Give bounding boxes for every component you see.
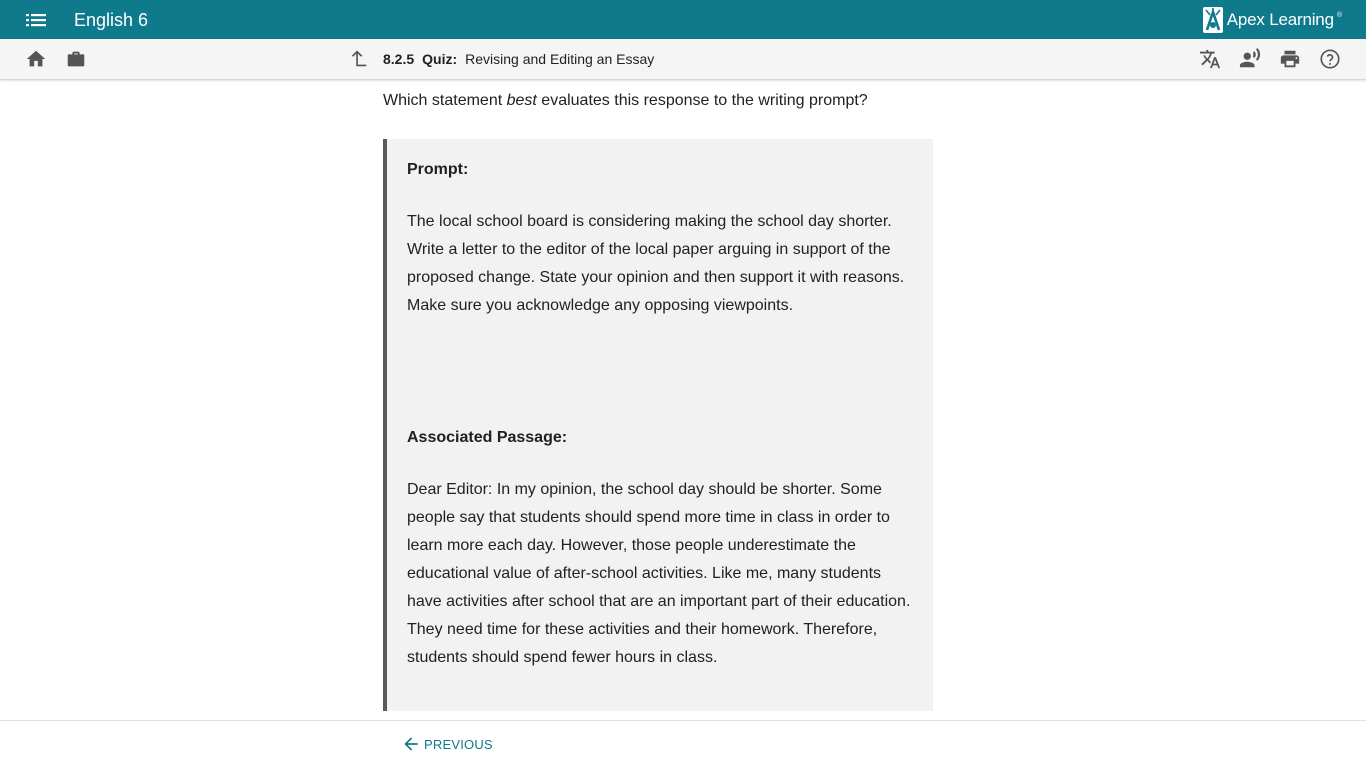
question-emphasis: best [506, 92, 537, 109]
previous-button[interactable] [401, 734, 493, 754]
arrow-left-icon [401, 734, 421, 754]
footer-nav [0, 720, 1366, 769]
brand-trademark: ® [1336, 12, 1342, 19]
passage-heading: Associated Passage: [407, 429, 568, 446]
brand-name: Apex Learning [1226, 10, 1334, 29]
top-app-bar [0, 0, 1366, 39]
course-title: English 6 [74, 10, 149, 30]
question-text-start: Which statement [383, 92, 507, 109]
question-text [383, 91, 868, 111]
passage-text: Dear Editor: In my opinion, the school day should be shorter. Some people say that students should spend more time in class in order to learn more each day. However, those people underestimate the educational value of after-school activities. Like me, many students have activities after school that are an important part of their education. They need time for these activities and their homework. Therefore, students should spend fewer hours in class. [407, 481, 911, 666]
help-icon[interactable] [1319, 48, 1341, 70]
translate-icon[interactable] [1199, 48, 1221, 70]
question-text-end: evaluates this response to the writing prompt? [536, 92, 868, 109]
text-to-speech-icon[interactable] [1239, 48, 1261, 70]
activity-toolbar [0, 39, 1366, 80]
home-icon[interactable] [25, 48, 47, 70]
passage-box [383, 139, 933, 711]
up-arrow-icon[interactable] [347, 48, 369, 70]
briefcase-icon[interactable] [65, 48, 87, 70]
apex-learning-logo [1202, 6, 1342, 34]
previous-label: PREVIOUS [424, 736, 493, 752]
prompt-heading: Prompt: [407, 161, 469, 178]
activity-kind: Quiz: [422, 51, 458, 67]
list-menu-icon[interactable] [24, 9, 48, 31]
activity-title: Revising and Editing an Essay [465, 51, 655, 67]
breadcrumb [383, 51, 654, 68]
apex-logo-icon [1202, 6, 1224, 34]
activity-number: 8.2.5 [383, 51, 415, 67]
prompt-text: The local school board is considering making the school day shorter. Write a letter to the editor of the local paper arguing in support of the proposed change. State your opinion and then support it with reasons. Make sure you acknowledge any opposing viewpoints. [407, 213, 905, 314]
print-icon[interactable] [1279, 48, 1301, 70]
